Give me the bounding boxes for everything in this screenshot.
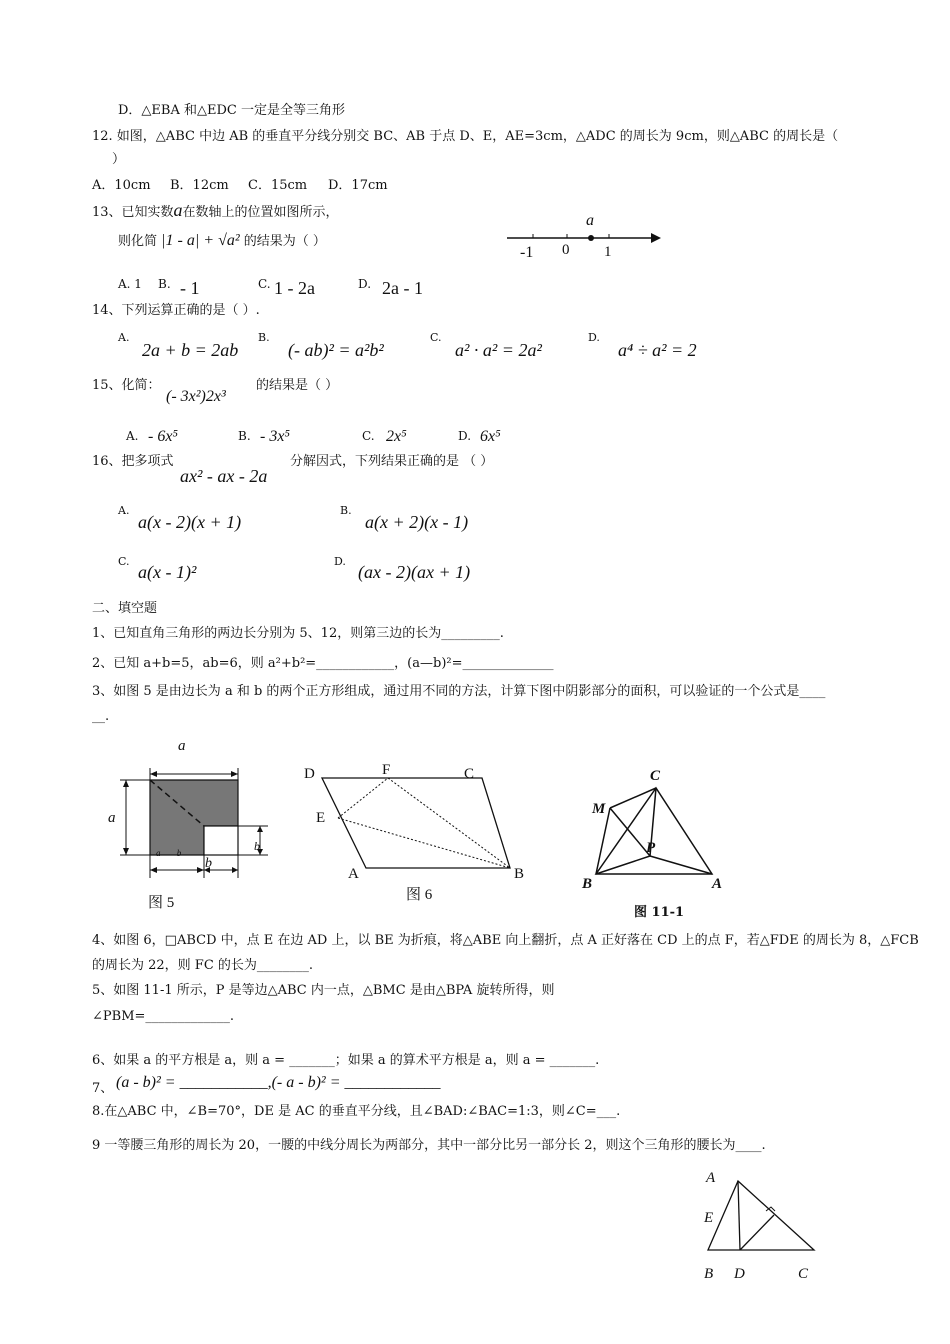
q12-option-d: D．17cm — [328, 178, 388, 193]
fill-q7-label: 7、 — [92, 1081, 114, 1096]
fill-q7: (a - b)² = ___________,(- a - b)² = ____________ — [116, 1074, 441, 1091]
q14-option-b-label: B. — [258, 331, 270, 344]
q13-stem — [92, 200, 339, 221]
fig6-caption: 图 6 — [406, 887, 433, 903]
fig11-point-c: C — [650, 768, 661, 784]
fig5-label-b-small: b — [254, 839, 260, 853]
fill-q4-line1: 4、如图 6，□ABCD 中，点 E 在边 AD 上，以 BE 为折痕，将△ABE 向上翻折，点 A 正好落在 CD 上的点 F，若△FDE 的周长为 8，△FCB — [92, 933, 919, 948]
fig6-point-c: C — [464, 766, 475, 782]
q13-option-a: A. 1 — [118, 277, 142, 291]
q12-stem-close: ） — [112, 152, 126, 167]
fig11-caption: 图 11-1 — [634, 905, 685, 920]
q15-option-a: - 6x⁵ — [148, 428, 178, 445]
q15-expression: (- 3x²)2x³ — [166, 388, 226, 405]
fig5-label-a-top: a — [178, 738, 186, 754]
fill-q9: 9 一等腰三角形的周长为 20，一腰的中线分周长为两部分，其中一部分比另一部分长 2，则这个三角形的腰长为____. — [92, 1138, 766, 1153]
q12-option-b: B．12cm — [170, 178, 229, 193]
q14-option-d: a⁴ ÷ a² = 2 — [618, 340, 697, 360]
fig12-point-a: A — [706, 1170, 716, 1186]
fill-q6: 6、如果 a 的平方根是 a，则 a = _______；如果 a 的算术平方根是 a，则 a = _______. — [92, 1053, 600, 1068]
q15-option-b: - 3x⁵ — [260, 428, 290, 445]
section2-title: 二、填空题 — [92, 601, 158, 616]
q16-option-b: a(x + 2)(x - 1) — [365, 512, 469, 532]
fig5-caption: 图 5 — [148, 895, 175, 911]
q13-simplify — [118, 232, 326, 250]
figure-q12 — [700, 1175, 830, 1265]
q13-tick-minus1: -1 — [520, 244, 534, 261]
q13-option-c-label: C. — [258, 277, 271, 291]
figure-6 — [300, 760, 540, 890]
fig6-point-a: A — [348, 866, 359, 882]
q14-option-a-label: A. — [118, 331, 130, 344]
q12-option-a: A．10cm — [92, 178, 151, 193]
q13-expression: |1 - a| + √a² — [161, 232, 240, 249]
q15-option-b-label: B. — [238, 429, 251, 443]
q15-option-d: 6x⁵ — [480, 428, 501, 445]
q16-option-c: a(x - 1)² — [138, 562, 197, 582]
q12-option-c: C．15cm — [248, 178, 308, 193]
fig12-point-e: E — [704, 1210, 714, 1226]
q15-option-a-label: A. — [126, 429, 139, 443]
figure-5 — [100, 738, 290, 878]
fig11-point-a: A — [712, 876, 723, 892]
fill-q5-line1: 5、如图 11-1 所示，P 是等边△ABC 内一点，△BMC 是由△BPA 旋转所得，则 — [92, 983, 555, 998]
q13-var: a — [173, 200, 183, 220]
q16-stem-b: 分解因式，下列结果正确的是 （ ） — [290, 454, 494, 469]
q15-stem-b: 的结果是（ ） — [256, 378, 339, 393]
q16-option-c-label: C. — [118, 555, 130, 568]
q16-option-b-label: B. — [340, 504, 352, 517]
fig5-label-inner: a b — [156, 848, 182, 858]
q14-option-b: (- ab)² = a²b² — [288, 340, 384, 360]
fill-q3-line1: 3、如图 5 是由边长为 a 和 b 的两个正方形组成，通过用不同的方法，计算下图中阴影部分的面积，可以验证的一个公式是____ — [92, 684, 826, 699]
fig6-point-f: F — [382, 762, 391, 778]
q13-option-b: - 1 — [180, 278, 200, 298]
q13-option-b-label: B. — [158, 277, 171, 291]
q15-option-c: 2x⁵ — [386, 428, 407, 445]
fill-q3-line2: __. — [92, 709, 110, 724]
fig6-point-b: B — [514, 866, 525, 882]
q12-stem: 12. 如图，△ABC 中边 AB 的垂直平分线分别交 BC、AB 于点 D、E，AE=3cm，△ADC 的周长为 9cm，则△ABC 的周长是（ — [92, 129, 839, 144]
fill-q2: 2、已知 a+b=5，ab=6，则 a²+b²=____________，(a—b)²=______________ — [92, 656, 554, 671]
q16-option-d-label: D. — [334, 555, 346, 568]
fill-q8: 8.在△ABC 中，∠B=70°，DE 是 AC 的垂直平分线，且∠BAD:∠BAC=1:3，则∠C=___. — [92, 1104, 621, 1119]
q15-stem-a: 15、化简： — [92, 378, 161, 393]
figure-11-1 — [580, 770, 730, 890]
q13-stem-a: 13、已知实数 — [92, 205, 174, 220]
q13-point-a — [588, 235, 594, 241]
q15-option-d-label: D. — [458, 429, 472, 443]
q16-option-a: a(x - 2)(x + 1) — [138, 512, 242, 532]
fig12-point-c: C — [798, 1266, 809, 1282]
fill-q5-line2: ∠PBM=_____________. — [92, 1009, 235, 1024]
fig5-label-a-left: a — [108, 810, 116, 826]
q13-option-d: 2a - 1 — [382, 278, 423, 298]
fig5-label-b-bottom: b — [205, 856, 212, 871]
fig11-point-b: B — [582, 876, 593, 892]
fig6-point-e: E — [316, 810, 326, 826]
q13-simplify-b: 的结果为（ ） — [243, 234, 326, 249]
fig11-point-p: P — [646, 840, 656, 856]
q16-stem-a: 16、把多项式 — [92, 454, 174, 469]
fig6-point-d: D — [304, 766, 315, 782]
q16-option-d: (ax - 2)(ax + 1) — [358, 562, 471, 582]
q14-stem: 14、下列运算正确的是（ ）. — [92, 303, 260, 318]
q15-option-c-label: C. — [362, 429, 375, 443]
q13-tick-0: 0 — [562, 242, 570, 258]
fill-q4-line2: 的周长为 22，则 FC 的长为________. — [92, 958, 314, 973]
q13-tick-1: 1 — [604, 244, 612, 260]
fig12-point-b: B — [704, 1266, 714, 1282]
q16-option-a-label: A. — [118, 504, 130, 517]
q14-option-d-label: D. — [588, 331, 600, 344]
q14-option-c-label: C. — [430, 331, 442, 344]
q13-simplify-a: 则化简 — [118, 234, 158, 249]
q14-option-a: 2a + b = 2ab — [142, 340, 239, 360]
fig12-point-d: D — [734, 1266, 745, 1282]
q16-expression: ax² - ax - 2a — [180, 466, 268, 486]
q13-label-a: a — [586, 212, 594, 229]
q11-option-d: D．△EBA 和△EDC 一定是全等三角形 — [118, 103, 345, 118]
q13-option-d-label: D. — [358, 277, 372, 291]
q13-option-c: 1 - 2a — [274, 278, 315, 298]
q14-option-c: a² · a² = 2a² — [455, 340, 542, 360]
fill-q1: 1、已知直角三角形的两边长分别为 5、12，则第三边的长为_________. — [92, 626, 504, 641]
fig11-point-m: M — [592, 801, 606, 817]
q13-stem-b: 在数轴上的位置如图所示， — [182, 205, 339, 220]
